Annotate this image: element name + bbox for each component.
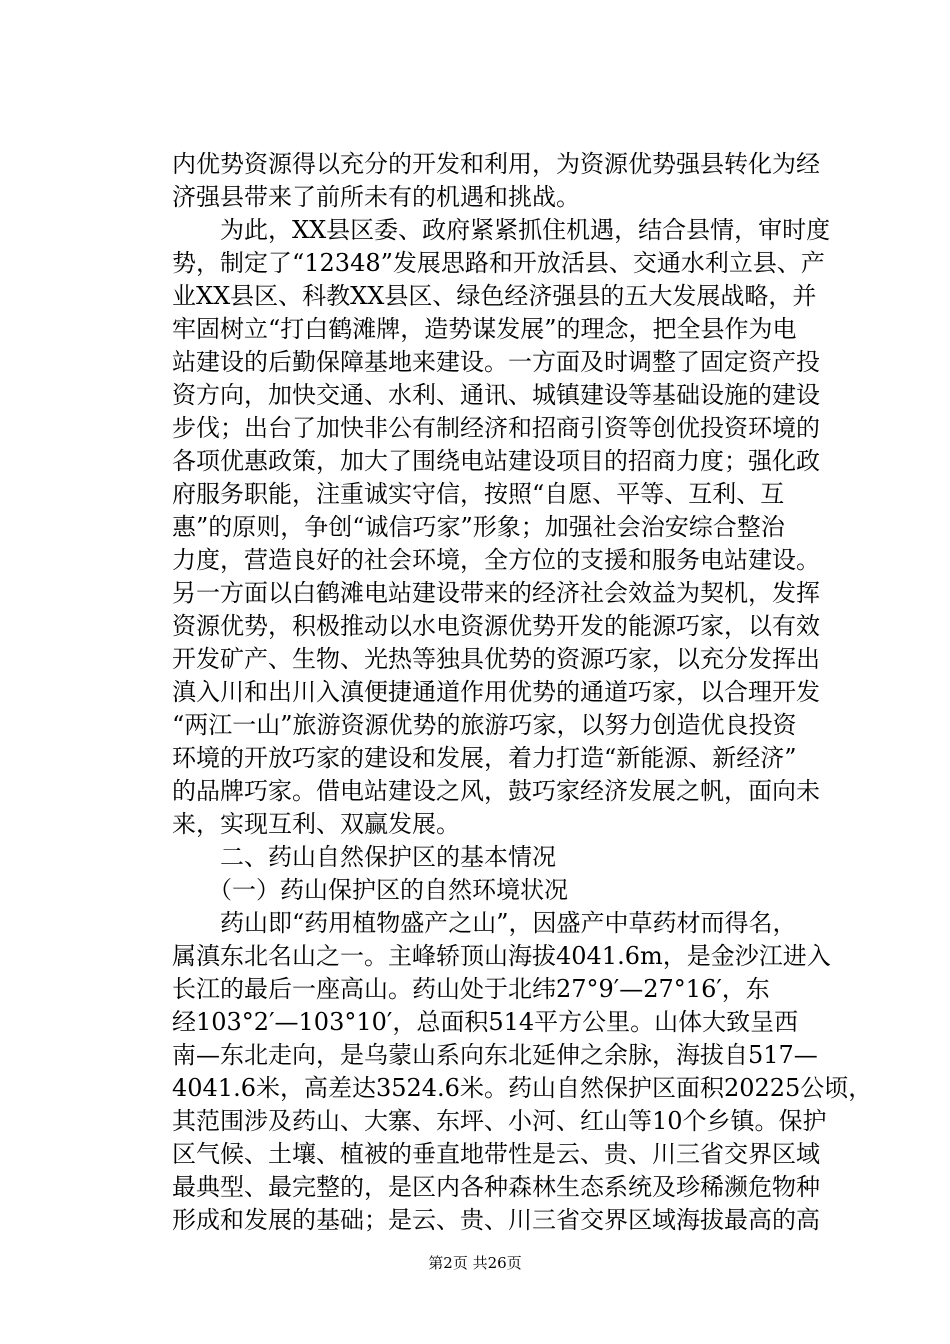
text-line: 的品牌巧家。借电站建设之风，鼓巧家经济发展之帆，面向未 xyxy=(172,777,820,805)
text-line: 开发矿产、生物、光热等独具优势的资源巧家，以充分发挥出 xyxy=(172,645,820,673)
subsection-heading: （一）药山保护区的自然环境状况 xyxy=(172,876,568,904)
text-line: 业XX县区、科教XX县区、绿色经济强县的五大发展战略，并 xyxy=(172,282,817,310)
text-line: 药山即“药用植物盛产之山”，因盛产中草药材而得名， xyxy=(172,909,797,937)
document-body xyxy=(172,148,873,1237)
section-heading: 二、药山自然保护区的基本情况 xyxy=(172,843,556,871)
text-line: 步伐；出台了加快非公有制经济和招商引资等创优投资环境的 xyxy=(172,414,820,442)
text-line: 经103°2′—103°10′，总面积514平方公里。山体大致呈西 xyxy=(172,1008,799,1036)
text-line: 另一方面以白鹤滩电站建设带来的经济社会效益为契机，发挥 xyxy=(172,579,820,607)
text-line: 力度，营造良好的社会环境，全方位的支援和服务电站建设。 xyxy=(172,546,820,574)
text-line: 府服务职能，注重诚实守信，按照“自愿、平等、互利、互 xyxy=(172,480,785,508)
text-line: 各项优惠政策，加大了围绕电站建设项目的招商力度；强化政 xyxy=(172,447,820,475)
text-line: 资方向，加快交通、水利、通讯、城镇建设等基础设施的建设 xyxy=(172,381,820,409)
text-line: 惠”的原则，争创“诚信巧家”形象；加强社会治安综合整治 xyxy=(172,513,785,541)
page-footer: 第2页 共26页 xyxy=(428,1254,522,1272)
text-line: 站建设的后勤保障基地来建设。一方面及时调整了固定资产投 xyxy=(172,348,820,376)
text-line: 来，实现互利、双赢发展。 xyxy=(172,810,460,838)
text-line: 长江的最后一座高山。药山处于北纬27°9′—27°16′，东 xyxy=(172,975,770,1003)
text-line: 南—东北走向，是乌蒙山系向东北延伸之余脉，海拔自517— xyxy=(172,1041,818,1069)
text-line: 形成和发展的基础；是云、贵、川三省交界区域海拔最高的高 xyxy=(172,1206,820,1234)
text-line: 属滇东北名山之一。主峰轿顶山海拔4041.6m，是金沙江进入 xyxy=(172,942,831,970)
text-line: 内优势资源得以充分的开发和利用，为资源优势强县转化为经 xyxy=(172,150,820,178)
text-line: 滇入川和出川入滇便捷通道作用优势的通道巧家，以合理开发 xyxy=(172,678,820,706)
text-line: 环境的开放巧家的建设和发展，着力打造“新能源、新经济” xyxy=(172,744,797,772)
text-line: 资源优势，积极推动以水电资源优势开发的能源巧家，以有效 xyxy=(172,612,820,640)
text-line: 其范围涉及药山、大寨、东坪、小河、红山等10个乡镇。保护 xyxy=(172,1107,827,1135)
text-line: 区气候、土壤、植被的垂直地带性是云、贵、川三省交界区域 xyxy=(172,1140,820,1168)
text-line: 4041.6米，高差达3524.6米。药山自然保护区面积20225公顷， xyxy=(172,1074,873,1102)
text-line: “两江一山”旅游资源优势的旅游巧家，以努力创造优良投资 xyxy=(172,711,797,739)
text-line: 为此，XX县区委、政府紧紧抓住机遇，结合县情，审时度 xyxy=(172,216,831,244)
text-line: 势，制定了“12348”发展思路和开放活县、交通水利立县、产 xyxy=(172,249,825,277)
text-line: 牢固树立“打白鹤滩牌，造势谋发展”的理念，把全县作为电 xyxy=(172,315,797,343)
text-line: 最典型、最完整的，是区内各种森林生态系统及珍稀濒危物种 xyxy=(172,1173,820,1201)
text-line: 济强县带来了前所未有的机遇和挑战。 xyxy=(172,183,580,211)
